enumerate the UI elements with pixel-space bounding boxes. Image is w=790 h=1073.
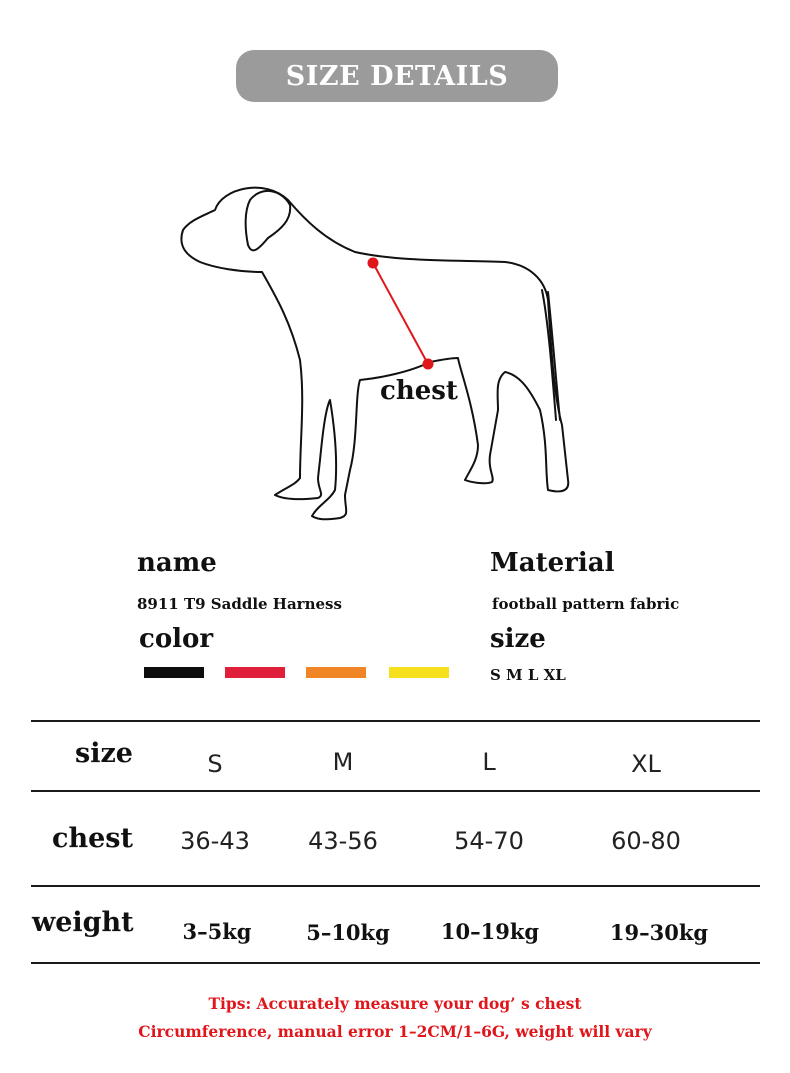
cell-size-m: M bbox=[332, 748, 354, 776]
size-details-banner bbox=[236, 50, 558, 102]
name-heading: name bbox=[137, 548, 217, 578]
cell-chest-s: 36-43 bbox=[180, 827, 250, 855]
chest-label: chest bbox=[380, 376, 458, 406]
cell-weight-l: 10–19kg bbox=[440, 919, 540, 944]
color-swatch-black bbox=[144, 667, 204, 678]
material-value: football pattern fabric bbox=[492, 595, 680, 613]
cell-size-xl: XL bbox=[631, 750, 661, 778]
cell-size-s: S bbox=[207, 750, 223, 778]
color-heading: color bbox=[139, 624, 214, 654]
color-swatch-yellow bbox=[389, 667, 449, 678]
dog-ear-outline bbox=[246, 191, 291, 250]
cell-chest-l: 54-70 bbox=[454, 827, 524, 855]
size-heading: size bbox=[490, 624, 546, 654]
tips-line-2: Circumference, manual error 1–2CM/1–6G, weight will vary bbox=[138, 1022, 652, 1041]
row-label-size: size bbox=[75, 738, 133, 769]
cell-chest-xl: 60-80 bbox=[611, 827, 681, 855]
row-label-weight: weight bbox=[32, 907, 134, 938]
material-heading: Material bbox=[490, 548, 615, 578]
cell-size-l: L bbox=[482, 748, 496, 776]
name-value: 8911 T9 Saddle Harness bbox=[137, 595, 342, 613]
chest-measure-line bbox=[373, 263, 428, 364]
tips-line-1: Tips: Accurately measure your dog’ s chest bbox=[208, 994, 582, 1013]
color-swatch-orange bbox=[306, 667, 366, 678]
cell-chest-m: 43-56 bbox=[308, 827, 378, 855]
banner-title: SIZE DETAILS bbox=[285, 60, 509, 92]
dog-outline-illustration bbox=[170, 170, 590, 540]
table-rule-2 bbox=[31, 885, 760, 887]
table-rule-1 bbox=[31, 790, 760, 792]
table-rule-bottom bbox=[31, 962, 760, 964]
table-rule-top bbox=[31, 720, 760, 722]
dog-body-outline bbox=[181, 188, 568, 520]
dog-tail-outline bbox=[542, 290, 560, 420]
cell-weight-s: 3–5kg bbox=[182, 919, 252, 944]
chest-measure-top-dot bbox=[368, 258, 379, 269]
color-swatch-red bbox=[225, 667, 285, 678]
chest-measure-bottom-dot bbox=[423, 359, 434, 370]
size-value: S M L XL bbox=[490, 666, 566, 684]
cell-weight-m: 5–10kg bbox=[306, 920, 390, 945]
row-label-chest: chest bbox=[52, 823, 133, 854]
cell-weight-xl: 19–30kg bbox=[609, 920, 709, 945]
